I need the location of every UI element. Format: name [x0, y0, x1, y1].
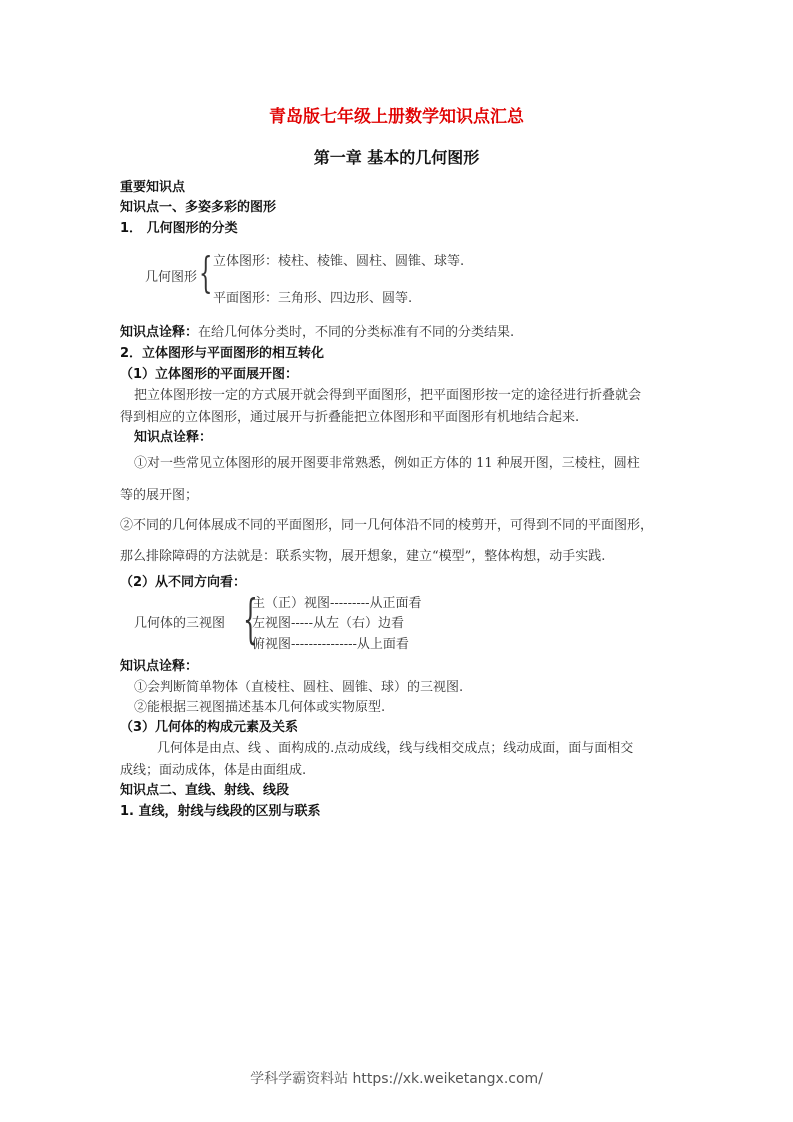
s2-heading: 2．立体图形与平面图形的相互转化: [120, 346, 325, 361]
note1-label: 知识点诠释：: [120, 325, 199, 340]
geo-2d-text: 平面图形：三角形、四边形、圆等.: [213, 291, 413, 306]
c2-line1: ②不同的几何体展成不同的平面图形，同一几何体沿不同的棱剪开，可得到不同的平面图形，: [120, 518, 654, 533]
s3-heading: 1. 直线，射线与线段的区别与联系: [120, 804, 321, 819]
left-brace-icon: {: [243, 590, 258, 650]
s2-1-heading: （1）立体图形的平面展开图：: [120, 367, 299, 382]
n3-2: ②能根据三视图描述基本几何体或实物原型.: [134, 700, 386, 715]
left-brace-icon: {: [199, 248, 213, 297]
p2-line1: 几何体是由点、线 、面构成的.点动成线，线与线相交成点；线动成面，面与面相交: [157, 741, 634, 756]
important-heading: 重要知识点: [120, 180, 186, 195]
chapter-heading: 第一章 基本的几何图形: [313, 148, 480, 167]
note1: [120, 325, 514, 341]
note1-text: 在给几何体分类时，不同的分类标准有不同的分类结果.: [198, 325, 515, 340]
p2-line2: 成线；面动成体，体是由面组成.: [120, 763, 307, 778]
c1-line1: ①对一些常见立体图形的展开图要非常熟悉，例如正方体的 11 种展开图，三棱柱，圆柱: [134, 456, 640, 471]
view-label: 几何体的三视图: [134, 616, 226, 631]
c2-line2: 那么排除障碍的方法就是：联系实物，展开想象，建立“模型”，整体构想，动手实践.: [120, 549, 606, 564]
geo-label: 几何图形: [145, 270, 198, 285]
p1-line1: 把立体图形按一定的方式展开就会得到平面图形，把平面图形按一定的途径进行折叠就会: [134, 388, 642, 403]
note3-label: 知识点诠释：: [120, 659, 199, 674]
c1-line2: 等的展开图；: [120, 488, 199, 503]
kp2-heading: 知识点二、直线、射线、线段: [120, 783, 290, 798]
note2-label: 知识点诠释：: [134, 430, 213, 445]
view-left: 左视图-----从左（右）边看: [252, 616, 404, 631]
view-front: 主（正）视图---------从正面看: [252, 596, 422, 611]
view-top: 俯视图---------------从上面看: [252, 637, 409, 652]
s2-3-heading: （3）几何体的构成元素及关系: [120, 720, 299, 735]
s1-heading: 1． 几何图形的分类: [120, 221, 238, 236]
s2-2-heading: （2）从不同方向看：: [120, 575, 247, 590]
geo-3d-text: 立体图形：棱柱、棱锥、圆柱、圆锥、球等.: [213, 254, 465, 269]
p1-line2: 得到相应的立体图形，通过展开与折叠能把立体图形和平面图形有机地结合起来.: [120, 410, 580, 425]
footer-watermark: 学科学霸资料站 https://xk.weiketangx.com/: [250, 1071, 543, 1087]
n3-1: ①会判断简单物体（直棱柱、圆柱、圆锥、球）的三视图.: [134, 680, 464, 695]
document-title: 青岛版七年级上册数学知识点汇总: [269, 107, 524, 127]
kp1-heading: 知识点一、多姿多彩的图形: [120, 200, 277, 215]
